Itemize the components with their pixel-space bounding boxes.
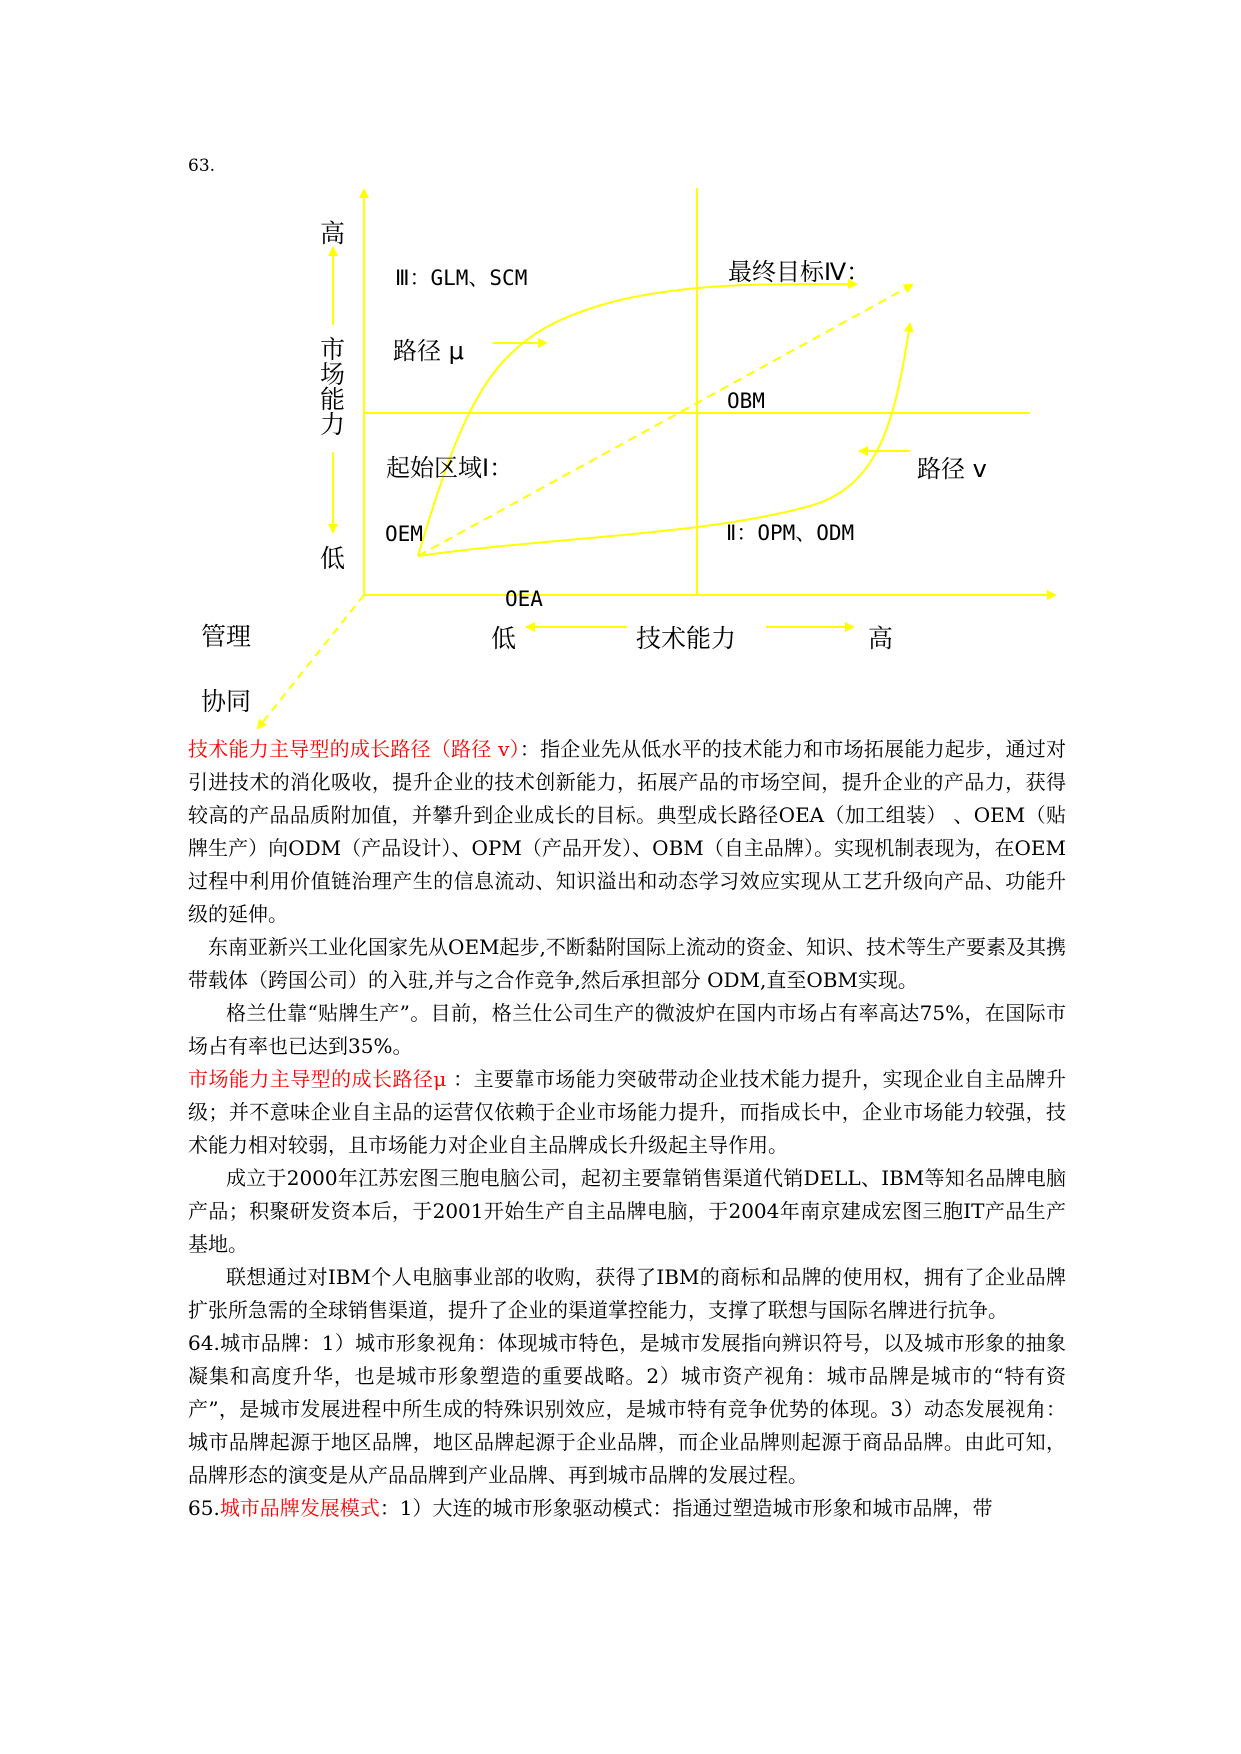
path-v-label: 路径 v [917,455,987,483]
x-low-label: 低 [491,624,517,653]
quadrant-2-label: Ⅱ：OPM、ODM [726,521,855,545]
start-region-label: 起始区域Ⅰ： [386,454,514,482]
x-axis-label: 技术能力 [636,624,737,653]
y-label-char-3: 能 [320,385,346,414]
paragraph-lenovo: 联想通过对IBM个人电脑事业部的收购，获得了IBM的商标和品牌的使用权，拥有了企业品牌扩张所急需的全球销售渠道，提升了企业的渠道掌控能力，支撑了联想与国际名牌进行抗争。 [188,1265,1066,1322]
z-axis [258,595,364,728]
x-high-label: 高 [868,624,894,653]
body-text [188,733,1066,1525]
paragraph-city-brand: 64.城市品牌：1）城市形象视角：体现城市特色，是城市发展指向辨识符号，以及城市形象的抽象凝集和高度升华，也是城市形象塑造的重要战略。2）城市资产视角：城市品牌是城市的“特有资产”，是城市发展进程中所生成的特殊识别效应，是城市特有竞争优势的体现。3）动态发展视角：城市品牌起源于地区品牌，地区品牌起源于企业品牌，而企业品牌则起源于商品品牌。由此可知，品牌形态的演变是从产品品牌到产业品牌、再到城市品牌的发展过程。 [188,1331,1066,1487]
paragraph-market-path [188,1063,1066,1162]
market-path-body: ：主要靠市场能力突破带动企业技术能力提升，实现企业自主品牌升级；并不意味企业自主品的运营仅依赖于企业市场能力提升，而指成长中，企业市场能力较强，技术能力相对较弱，且市场能力对企业自主品牌成长升级起主导作用。 [188,1067,1066,1157]
oea-label: OEA [505,587,543,611]
final-goal-label: 最终目标Ⅳ： [728,258,871,286]
tech-path-title: 技术能力主导型的成长路径（路径 v） [188,737,520,761]
tech-path-body: ：指企业先从低水平的技术能力和市场拓展能力起步，通过对引进技术的消化吸收，提升企业的技术创新能力，拓展产品的市场空间，提升企业的产品力，获得较高的产品品质附加值，并攀升到企业成长的目标。典型成长路径OEA（加工组装） 、OEM（贴牌生产）向ODM（产品设计）、OPM（产品开发）、OBM（自主品牌）。实现机制表现为，在OEM过程中利用价值链治理产生的信息流动、知识溢出和动态学习效应实现从工艺升级向产品、功能升级的延伸。 [188,737,1067,926]
path-mu-label: 路径 μ [393,337,464,365]
path-mu-curve [418,284,856,556]
obm-label: OBM [727,389,765,413]
paragraph-tech-path [188,733,1066,931]
z-label-1: 管理 [201,622,252,651]
quadrant-3-label: Ⅲ：GLM、SCM [395,266,528,290]
question-number: 63. [188,156,216,176]
paragraph-southeast-asia: 东南亚新兴工业化国家先从OEM起步,不断黏附国际上流动的资金、知识、技术等生产要素及其携带载体（跨国公司）的入驻,并与之合作竞争,然后承担部分 ODM,直至OBM实现。 [188,935,1066,992]
city-brand-mode-title: 城市品牌发展模式 [219,1496,380,1520]
market-path-title: 市场能力主导型的成长路径μ [188,1067,447,1091]
paragraph-hongtu: 成立于2000年江苏宏图三胞电脑公司，起初主要靠销售渠道代销DELL、IBM等知名品牌电脑产品；积聚研发资本后，于2001开始生产自主品牌电脑，于2004年南京建成宏图三胞IT产品生产基地。 [188,1166,1066,1256]
y-label-char-2: 场 [320,360,346,389]
y-high-label: 高 [320,219,346,248]
y-label-char-1: 市 [320,335,346,364]
paragraph-galanz: 格兰仕靠“贴牌生产”。目前，格兰仕公司生产的微波炉在国内市场占有率高达75%，在国际市场占有率也已达到35%。 [188,1001,1066,1058]
direct-path-dashed [418,285,912,556]
oem-label: OEM [385,522,423,546]
city-brand-mode-body: ：1）大连的城市形象驱动模式：指通过塑造城市形象和城市品牌，带 [379,1496,993,1520]
y-low-label: 低 [320,544,346,573]
z-label-2: 协同 [201,687,252,716]
growth-path-diagram [0,0,1241,740]
question-65-number: 65. [188,1496,220,1520]
paragraph-city-brand-mode [188,1492,1066,1525]
y-label-char-4: 力 [320,410,346,439]
